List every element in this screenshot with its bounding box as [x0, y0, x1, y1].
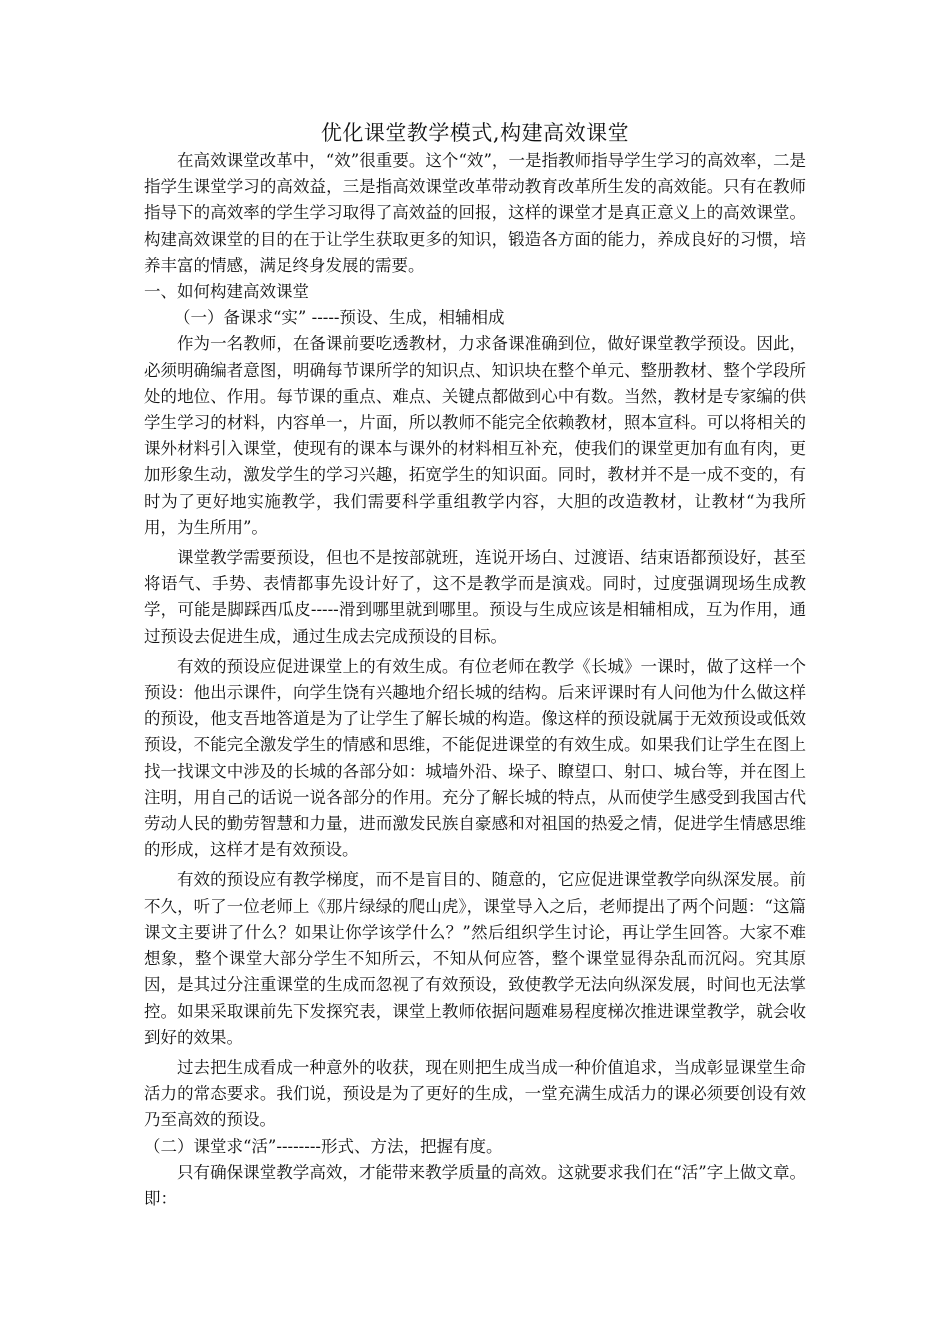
body-paragraph: 有效的预设应有教学梯度，而不是盲目的、随意的，它应促进课堂教学向纵深发展。前不久，听了一位老师上《那片绿绿的爬山虎》，课堂导入之后，老师提出了两个问题：“这篇课文主要讲了什么？如果让你学该学什么？”然后组织学生讨论，再让学生回答。大家不难想象，整个课堂大部分学生不知所云，不知从何应答，整个课堂显得杂乱而沉闷。究其原因，是其过分注重课堂的生成而忽视了有效预设，致使教学无法向纵深发展，时间也无法掌控。如果采取课前先下发探究表，课堂上教师依据问题难易程度梯次推进课堂教学，就会收到好的效果。: [144, 870, 806, 1047]
body-paragraph: 有效的预设应促进课堂上的有效生成。有位老师在教学《长城》一课时，做了这样一个预设：他出示课件，向学生饶有兴趣地介绍长城的结构。后来评课时有人问他为什么做这样的预设，他支吾地答道是为了让学生了解长城的构造。像这样的预设就属于无效预设或低效预设，不能完全激发学生的情感和思维，不能促进课堂的有效生成。如果我们让学生在图上找一找课文中涉及的长城的各部分如：城墙外沿、垛子、瞭望口、射口、城台等，并在图上注明，用自己的话说一说各部分的作用。充分了解长城的特点，从而使学生感受到我国古代劳动人民的勤劳智慧和力量，进而激发民族自豪感和对祖国的热爱之情，促进学生情感思维的形成，这样才是有效预设。: [144, 656, 806, 860]
body-paragraph: 过去把生成看成一种意外的收获，现在则把生成当成一种价值追求，当成彰显课堂生命活力的常态要求。我们说，预设是为了更好的生成，一堂充满生成活力的课必须要创设有效乃至高效的预设。: [144, 1057, 806, 1130]
subsection-heading: （一）备课求“实” -----预设、生成，相辅相成: [174, 308, 505, 328]
section-heading: 一、如何构建高效课堂: [144, 282, 309, 302]
body-paragraph: 作为一名教师，在备课前要吃透教材，力求备课准确到位，做好课堂教学预设。因此，必须明确编者意图，明确每节课所学的知识点、知识块在整个单元、整册教材、整个学段所处的地位、作用。每节课的重点、难点、关键点都做到心中有数。当然，教材是专家编的供学生学习的材料，内容单一，片面，所以教师不能完全依赖教材，照本宣科。可以将相关的课外材料引入课堂，使现有的课本与课外的材料相互补充，使我们的课堂更加有血有肉，更加形象生动，激发学生的学习兴趣，拓宽学生的知识面。同时，教材并不是一成不变的，有时为了更好地实施教学，我们需要科学重组教学内容，大胆的改造教材，让教材“为我所用，为生所用”。: [144, 334, 806, 537]
body-paragraph: 只有确保课堂教学高效，才能带来教学质量的高效。这就要求我们在“活”字上做文章。即：: [144, 1162, 806, 1208]
document-body: [144, 148, 806, 1212]
body-paragraph: 课堂教学需要预设，但也不是按部就班，连说开场白、过渡语、结束语都预设好，甚至将语气、手势、表情都事先设计好了，这不是教学而是演戏。同时，过度强调现场生成教学，可能是脚踩西瓜皮-----滑到哪里就到哪里。预设与生成应该是相辅相成，互为作用，通过预设去促进生成，通过生成去完成预设的目标。: [144, 548, 806, 646]
document-title: 优化课堂教学模式,构建高效课堂: [320, 121, 630, 145]
subsection-heading: （二）课堂求“活”--------形式、方法，把握有度。: [144, 1136, 503, 1156]
intro-paragraph: 在高效课堂改革中，“效”很重要。这个“效”，一是指教师指导学生学习的高效率，二是指学生课堂学习的高效益，三是指高效课堂改革带动教育改革所生发的高效能。只有在教师指导下的高效率的学生学习取得了高效益的回报，这样的课堂才是真正意义上的高效课堂。构建高效课堂的目的在于让学生获取更多的知识，锻造各方面的能力，养成良好的习惯，培养丰富的情感，满足终身发展的需要。: [144, 151, 806, 275]
